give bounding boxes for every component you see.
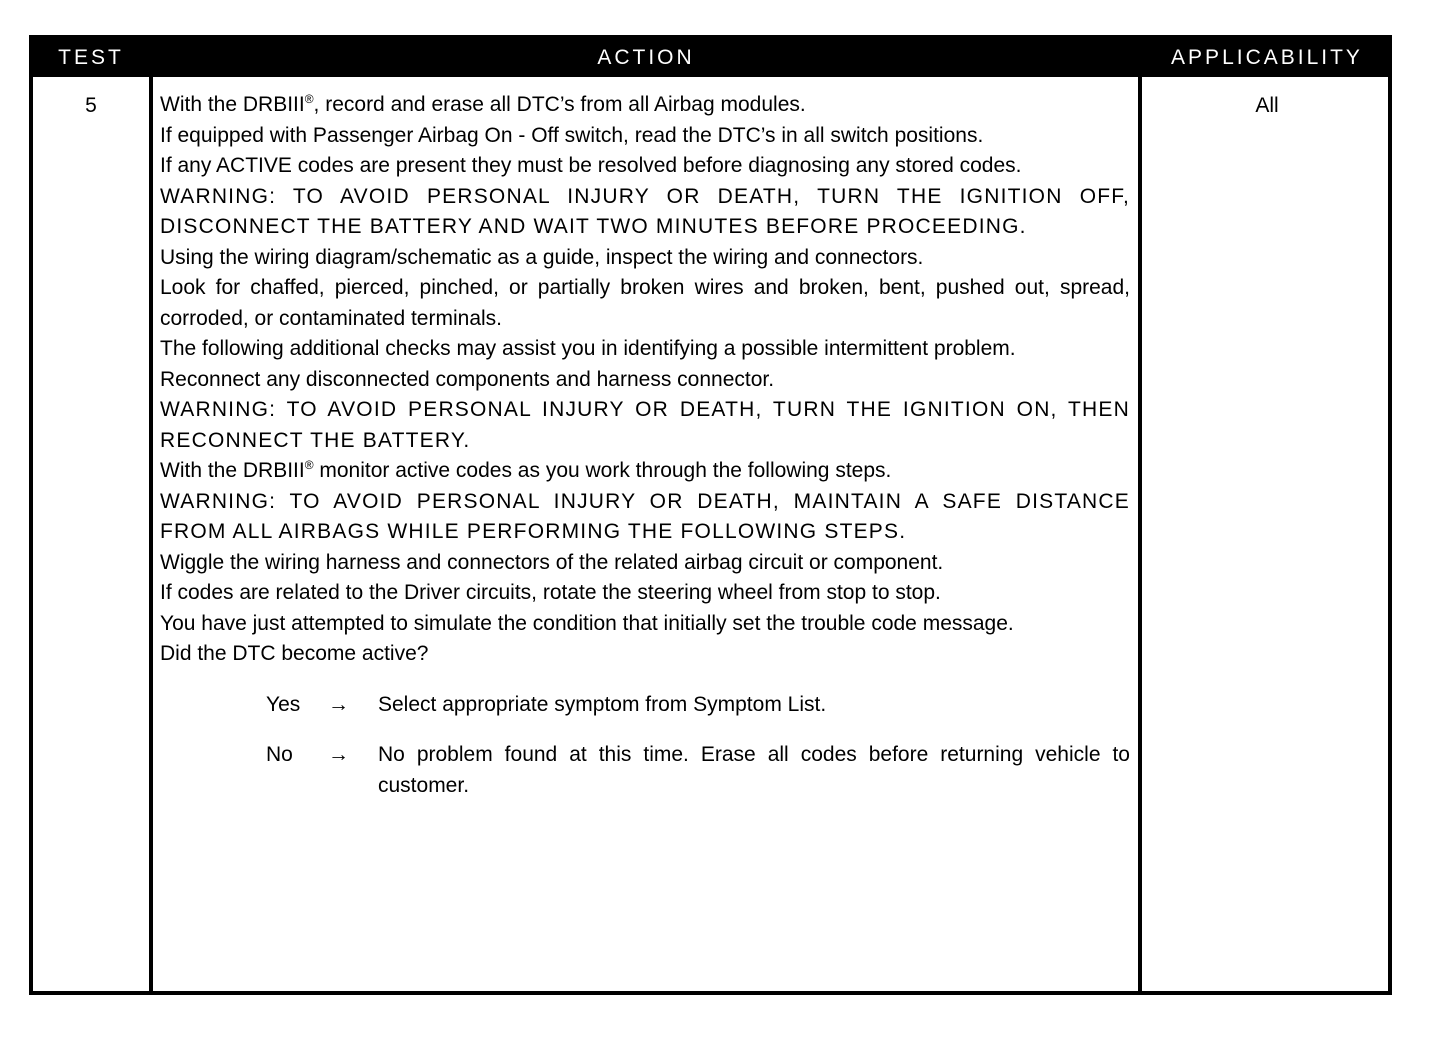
choice-text: Select appropriate symptom from Symptom List. (378, 692, 827, 716)
action-line: You have just attempted to simulate the condition that initially set the trouble code message. (160, 611, 1014, 635)
action-line: If equipped with Passenger Airbag On - Off switch, read the DTC’s in all switch positions. (160, 123, 984, 147)
choice-yes (160, 690, 1130, 721)
action-line: With the DRBIII®, record and erase all DTC’s from all Airbag modules. (160, 92, 806, 116)
column-divider (149, 77, 153, 991)
choice-text: No problem found at this time. Erase all codes before returning vehicle to customer. (378, 743, 1130, 797)
choice-label: Yes (266, 692, 301, 716)
header-applicability: APPLICABILITY (1171, 46, 1363, 69)
action-line: Using the wiring diagram/schematic as a guide, inspect the wiring and connectors. (160, 245, 924, 269)
action-cell (160, 90, 1130, 797)
choice-label: No (266, 743, 293, 766)
table-header (33, 39, 1388, 77)
header-action: ACTION (597, 46, 695, 69)
action-line: The following additional checks may assist you in identifying a possible intermittent problem. (160, 337, 1016, 360)
arrow-right-icon: → (328, 743, 349, 766)
choice-no (160, 740, 1130, 797)
header-test: TEST (58, 46, 124, 69)
test-number: 5 (85, 94, 97, 117)
warning-text: WARNING: TO AVOID PERSONAL INJURY OR DEATH, TURN THE IGNITION OFF, DISCONNECT THE BATTERY AND WAIT TWO MINUTES BEFORE PROCEEDING. (160, 184, 1130, 238)
action-line: Look for chaffed, pierced, pinched, or partially broken wires and broken, bent, pushed out, spread, corroded, or contaminated terminals. (160, 276, 1130, 330)
column-divider (1138, 77, 1142, 991)
warning-text: WARNING: TO AVOID PERSONAL INJURY OR DEATH, TURN THE IGNITION ON, THEN RECONNECT THE BATTERY. (160, 398, 1130, 452)
action-line: Reconnect any disconnected components and harness connector. (160, 367, 775, 391)
arrow-right-icon: → (328, 692, 349, 716)
question-text: Did the DTC become active? (160, 642, 429, 665)
action-line: With the DRBIII® monitor active codes as you work through the following steps. (160, 458, 892, 482)
diagnostic-test-table (29, 35, 1392, 995)
action-line: Wiggle the wiring harness and connectors of the related airbag circuit or component. (160, 550, 944, 574)
warning-text: WARNING: TO AVOID PERSONAL INJURY OR DEATH, MAINTAIN A SAFE DISTANCE FROM ALL AIRBAGS WHILE PERFORMING THE FOLLOWING STEPS. (160, 489, 1130, 543)
action-line: If any ACTIVE codes are present they must be resolved before diagnosing any stored codes. (160, 154, 1022, 177)
action-line: If codes are related to the Driver circuits, rotate the steering wheel from stop to stop. (160, 581, 941, 604)
applicability-value: All (1255, 94, 1279, 117)
